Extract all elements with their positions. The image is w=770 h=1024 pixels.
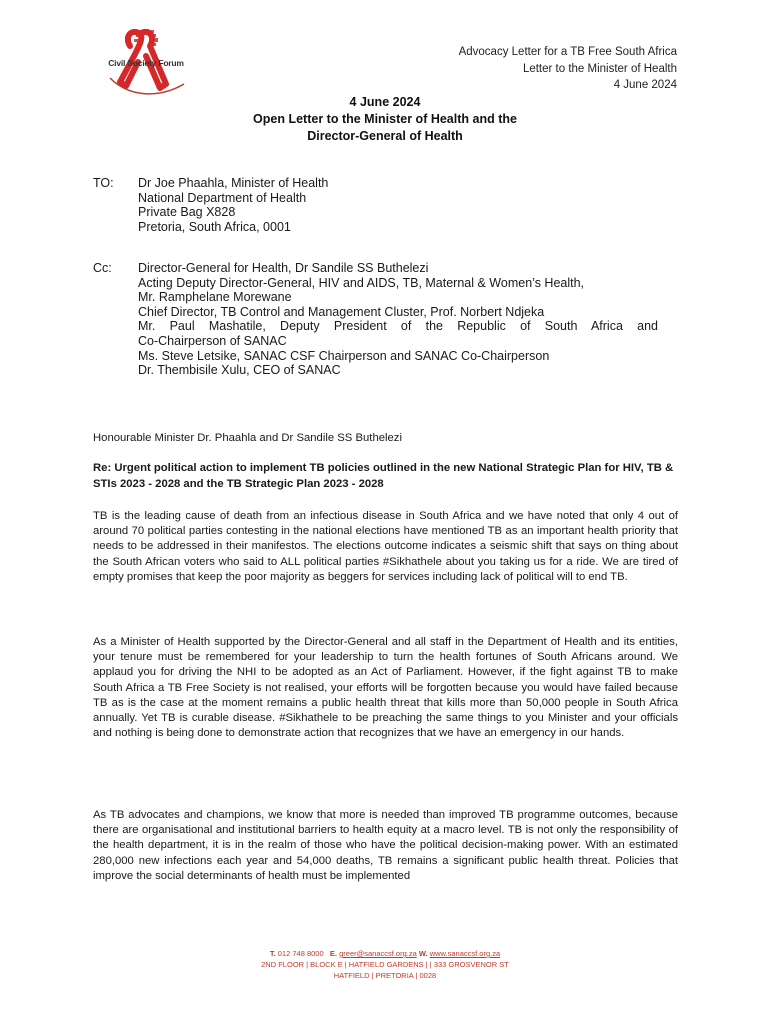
footer-address-1: 2ND FLOOR | BLOCK E | HATFIELD GARDENS | | 333 GROSVENOR ST	[261, 960, 509, 969]
cc-line: Dr. Thembisile Xulu, CEO of SANAC	[138, 363, 341, 378]
salutation: Honourable Minister Dr. Phaahla and Dr Sandile SS Buthelezi	[93, 432, 402, 444]
cc-line: Mr. Ramphelane Morewane	[138, 290, 292, 305]
cc-line: Acting Deputy Director-General, HIV and AIDS, TB, Maternal & Women’s Health,	[138, 275, 585, 290]
cc-line: Co-Chairperson of SANAC	[138, 333, 287, 348]
phone-label: T.	[269, 949, 276, 958]
header-line-1: Advocacy Letter for a TB Free South Africa	[458, 46, 677, 58]
footer-contact	[0, 948, 770, 959]
header-line-2: Letter to the Minister of Health	[522, 62, 677, 75]
footer-phone: 012 748 8000	[277, 949, 324, 958]
cc-label: Cc:	[93, 261, 112, 275]
to-label: TO:	[93, 176, 114, 190]
cc-line: Ms. Steve Letsike, SANAC CSF Chairperson and SANAC Co-Chairperson	[138, 348, 550, 363]
civil-society-forum-logo	[100, 26, 192, 100]
body-paragraph: As TB advocates and champions, we know that more is needed than improved TB programme outcomes, because there are organisational and institutional barriers to health equity at a macro level. TB is not only the responsibility of the health department, it is in the realm of those who have the political decision-making power. With an estimated 280,000 new infections each year and 54,000 deaths, TB remains a significant public health threat. Policies that improve the social determinants of health must be implemented	[93, 809, 678, 882]
footer-address-2: HATFIELD | PRETORIA | 0028	[333, 971, 437, 980]
footer-web-link[interactable]: www.sanaccsf.org.za	[429, 949, 501, 958]
cc-line: Director-General for Health, Dr Sandile SS Buthelezi	[138, 261, 429, 275]
letter-title	[0, 94, 770, 145]
logo-text: Civil Society Forum	[108, 58, 184, 68]
web-label: W.	[418, 949, 428, 958]
letter-footer	[0, 948, 770, 981]
cc-lines	[138, 261, 658, 378]
title-line-2: Director-General of Health	[307, 129, 463, 143]
recipient-lines	[138, 176, 658, 234]
recipient-line: Private Bag X828	[138, 205, 236, 220]
title-line-1: Open Letter to the Minister of Health and the	[253, 112, 517, 126]
title-date: 4 June 2024	[349, 95, 421, 109]
body-paragraph: As a Minister of Health supported by the Director-General and all staff in the Department of Health and its entities, your tenure must be remembered for your leadership to turn the health fortunes of South Africans around. We applaud you for driving the NHI to be adopted as an Act of Parliament. However, if the fight against TB to make South Africa a TB Free Society is not realised, your efforts will be forgotten because you would have failed because TB as is the case at the moment remains a public health threat that kills more than 50,000 people in South Africa annually. Yet TB is curable disease. #Sikhathele to be preaching the same things to you Minister and your officials and nothing is being done to demonstrate action that recognizes that we have an emergency in our hands.	[93, 636, 678, 740]
body-paragraph: TB is the leading cause of death from an infectious disease in South Africa and we have noted that only 4 out of around 70 political parties contesting in the national elections have mentioned TB as an important health priority that needs to be addressed in their manifestos. The elections outcome indicates a seismic shift that says on thing about the South African voters who said to ALL political parties #Sikhathele about you taking us for a ride. We are tired of empty promises that keep the poor majority as beggers for services including lack of political will to end TB.	[93, 510, 678, 583]
letter-header	[459, 44, 677, 94]
header-date: 4 June 2024	[613, 79, 677, 91]
footer-email-link[interactable]: greer@sanaccsf.org.za	[339, 949, 417, 958]
recipient-line: National Department of Health	[138, 190, 307, 205]
recipient-line: Dr Joe Phaahla, Minister of Health	[138, 176, 329, 190]
cc-line: Mr. Paul Mashatile, Deputy President of the Republic of South Africa and	[138, 319, 658, 334]
cc-line: Chief Director, TB Control and Management Cluster, Prof. Norbert Ndjeka	[138, 304, 545, 319]
subject-line: Re: Urgent political action to implement TB policies outlined in the new National Strategic Plan for HIV, TB & STIs 2023 - 2028 and the TB Strategic Plan 2023 - 2028	[93, 462, 674, 490]
recipient-line: Pretoria, South Africa, 0001	[138, 219, 291, 234]
email-label: E.	[329, 949, 338, 958]
